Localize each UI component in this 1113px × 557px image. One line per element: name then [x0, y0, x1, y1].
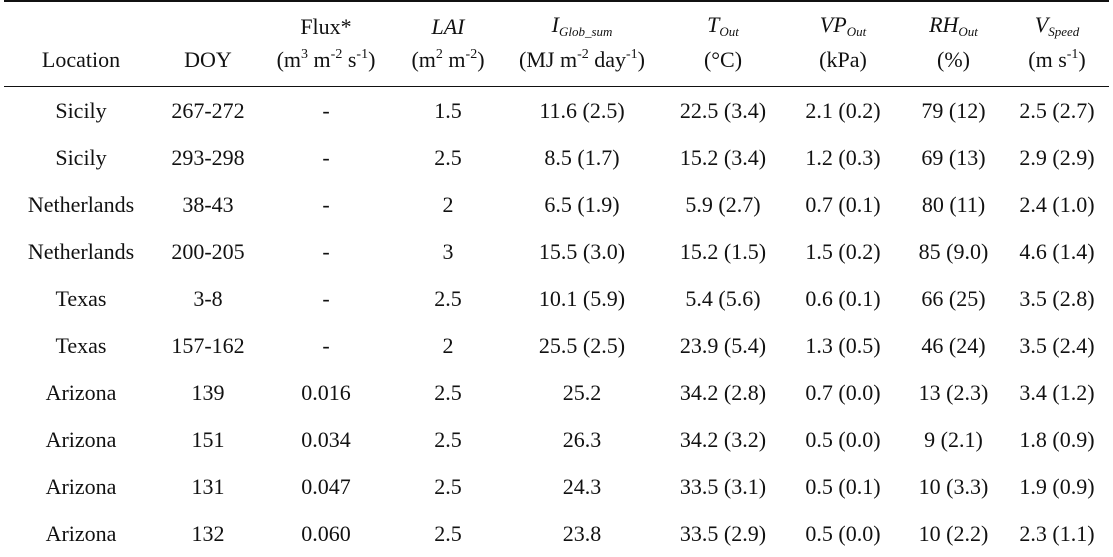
- table-row: [4, 369, 1109, 416]
- tout-sub-text: Out: [719, 24, 739, 39]
- cell-vspeed: 1.9 (0.9): [1005, 463, 1109, 510]
- header-location: Location: [4, 40, 158, 87]
- header-flux-name: [258, 1, 394, 40]
- cell-iglob: 6.5 (1.9): [502, 181, 662, 228]
- cell-vp: 0.5 (0.1): [784, 463, 902, 510]
- header-vspeed-unit: [1005, 40, 1109, 87]
- cell-lai: 2.5: [394, 510, 502, 557]
- cell-vp: 1.5 (0.2): [784, 228, 902, 275]
- flux-unit-part: m: [308, 47, 331, 72]
- cell-doy: 293-298: [158, 134, 258, 181]
- tout-name-text: T: [707, 12, 719, 37]
- iglob-name-text: I: [552, 12, 559, 37]
- cell-flux: 0.016: [258, 369, 394, 416]
- cell-rh: 13 (2.3): [902, 369, 1005, 416]
- cell-iglob: 15.5 (3.0): [502, 228, 662, 275]
- table-header: [4, 1, 1109, 87]
- lai-unit-sup: 2: [436, 47, 443, 62]
- cell-doy: 131: [158, 463, 258, 510]
- lai-unit-part: m: [443, 47, 466, 72]
- table-row: [4, 275, 1109, 322]
- cell-rh: 46 (24): [902, 322, 1005, 369]
- header-doy-blank: [158, 1, 258, 40]
- cell-vp: 1.3 (0.5): [784, 322, 902, 369]
- cell-location: Sicily: [4, 134, 158, 181]
- cell-vspeed: 2.9 (2.9): [1005, 134, 1109, 181]
- iglob-unit-sup: -2: [577, 47, 589, 62]
- cell-vspeed: 3.5 (2.4): [1005, 322, 1109, 369]
- vp-sub-text: Out: [847, 24, 867, 39]
- cell-vp: 0.7 (0.1): [784, 181, 902, 228]
- header-flux-unit: [258, 40, 394, 87]
- cell-doy: 132: [158, 510, 258, 557]
- cell-lai: 2: [394, 181, 502, 228]
- table-row: [4, 228, 1109, 275]
- header-location-blank: [4, 1, 158, 40]
- cell-tout: 15.2 (1.5): [662, 228, 784, 275]
- header-vp-unit: (kPa): [784, 40, 902, 87]
- cell-vp: 0.7 (0.0): [784, 369, 902, 416]
- lai-unit-part: ): [477, 47, 484, 72]
- rh-sub-text: Out: [958, 24, 978, 39]
- header-row-units: [4, 40, 1109, 87]
- header-rh-unit: (%): [902, 40, 1005, 87]
- vspeed-name-text: V: [1035, 12, 1048, 37]
- cell-flux: -: [258, 181, 394, 228]
- cell-iglob: 10.1 (5.9): [502, 275, 662, 322]
- cell-iglob: 11.6 (2.5): [502, 87, 662, 135]
- cell-vp: 0.5 (0.0): [784, 510, 902, 557]
- cell-vspeed: 4.6 (1.4): [1005, 228, 1109, 275]
- header-row-names: [4, 1, 1109, 40]
- header-iglob-unit: [502, 40, 662, 87]
- cell-tout: 22.5 (3.4): [662, 87, 784, 135]
- header-vp-name: [784, 1, 902, 40]
- cell-tout: 33.5 (3.1): [662, 463, 784, 510]
- cell-flux: -: [258, 228, 394, 275]
- cell-tout: 33.5 (2.9): [662, 510, 784, 557]
- cell-flux: -: [258, 275, 394, 322]
- header-rh-name: [902, 1, 1005, 40]
- iglob-unit-part: day: [589, 47, 626, 72]
- cell-iglob: 8.5 (1.7): [502, 134, 662, 181]
- cell-vp: 0.5 (0.0): [784, 416, 902, 463]
- table-row: [4, 510, 1109, 557]
- cell-rh: 10 (3.3): [902, 463, 1005, 510]
- cell-rh: 85 (9.0): [902, 228, 1005, 275]
- cell-location: Netherlands: [4, 181, 158, 228]
- cell-vp: 0.6 (0.1): [784, 275, 902, 322]
- header-iglob-name: [502, 1, 662, 40]
- cell-doy: 157-162: [158, 322, 258, 369]
- lai-unit-part: (m: [411, 47, 435, 72]
- cell-lai: 1.5: [394, 87, 502, 135]
- cell-doy: 151: [158, 416, 258, 463]
- flux-unit-sup: -2: [331, 47, 343, 62]
- header-vspeed-name: [1005, 1, 1109, 40]
- cell-lai: 2.5: [394, 463, 502, 510]
- cell-location: Texas: [4, 322, 158, 369]
- lai-name-text: LAI: [432, 14, 465, 39]
- iglob-unit-part: (MJ m: [519, 47, 577, 72]
- cell-iglob: 24.3: [502, 463, 662, 510]
- lai-unit-sup: -2: [466, 47, 478, 62]
- cell-doy: 267-272: [158, 87, 258, 135]
- cell-location: Texas: [4, 275, 158, 322]
- cell-flux: 0.047: [258, 463, 394, 510]
- cell-vspeed: 2.3 (1.1): [1005, 510, 1109, 557]
- cell-vp: 2.1 (0.2): [784, 87, 902, 135]
- cell-iglob: 26.3: [502, 416, 662, 463]
- flux-unit-part: s: [342, 47, 356, 72]
- cell-flux: -: [258, 134, 394, 181]
- cell-vspeed: 3.4 (1.2): [1005, 369, 1109, 416]
- cell-flux: -: [258, 87, 394, 135]
- cell-flux: -: [258, 322, 394, 369]
- cell-vspeed: 1.8 (0.9): [1005, 416, 1109, 463]
- vp-name-text: VP: [820, 12, 847, 37]
- climate-data-table: [4, 0, 1109, 557]
- table-body: [4, 87, 1109, 557]
- cell-lai: 2.5: [394, 275, 502, 322]
- cell-vp: 1.2 (0.3): [784, 134, 902, 181]
- cell-rh: 80 (11): [902, 181, 1005, 228]
- cell-lai: 2.5: [394, 369, 502, 416]
- rh-name-text: RH: [929, 12, 958, 37]
- iglob-sub-text: Glob_sum: [559, 24, 612, 39]
- table-row: [4, 463, 1109, 510]
- cell-iglob: 23.8: [502, 510, 662, 557]
- cell-doy: 139: [158, 369, 258, 416]
- iglob-unit-sup: -1: [626, 47, 638, 62]
- cell-location: Arizona: [4, 510, 158, 557]
- table-row: [4, 87, 1109, 135]
- header-tout-name: [662, 1, 784, 40]
- cell-iglob: 25.2: [502, 369, 662, 416]
- table-row: [4, 134, 1109, 181]
- cell-vspeed: 3.5 (2.8): [1005, 275, 1109, 322]
- table-row: [4, 181, 1109, 228]
- cell-tout: 34.2 (3.2): [662, 416, 784, 463]
- cell-tout: 5.4 (5.6): [662, 275, 784, 322]
- cell-rh: 66 (25): [902, 275, 1005, 322]
- header-doy: DOY: [158, 40, 258, 87]
- vspeed-unit-part: (m s: [1028, 47, 1067, 72]
- cell-iglob: 25.5 (2.5): [502, 322, 662, 369]
- flux-unit-sup: 3: [301, 47, 308, 62]
- table-row: [4, 322, 1109, 369]
- cell-doy: 3-8: [158, 275, 258, 322]
- flux-name-text: Flux*: [300, 14, 351, 39]
- cell-vspeed: 2.5 (2.7): [1005, 87, 1109, 135]
- cell-flux: 0.060: [258, 510, 394, 557]
- cell-doy: 200-205: [158, 228, 258, 275]
- vspeed-unit-part: ): [1078, 47, 1085, 72]
- vspeed-unit-sup: -1: [1067, 47, 1079, 62]
- header-lai-unit: [394, 40, 502, 87]
- cell-tout: 15.2 (3.4): [662, 134, 784, 181]
- cell-rh: 69 (13): [902, 134, 1005, 181]
- iglob-unit-part: ): [638, 47, 645, 72]
- flux-unit-part: (m: [277, 47, 301, 72]
- cell-flux: 0.034: [258, 416, 394, 463]
- flux-unit-part: ): [368, 47, 375, 72]
- cell-tout: 5.9 (2.7): [662, 181, 784, 228]
- cell-tout: 23.9 (5.4): [662, 322, 784, 369]
- flux-unit-sup: -1: [356, 47, 368, 62]
- cell-location: Arizona: [4, 369, 158, 416]
- vspeed-sub-text: Speed: [1048, 24, 1079, 39]
- table-row: [4, 416, 1109, 463]
- cell-location: Netherlands: [4, 228, 158, 275]
- cell-tout: 34.2 (2.8): [662, 369, 784, 416]
- cell-rh: 10 (2.2): [902, 510, 1005, 557]
- cell-doy: 38-43: [158, 181, 258, 228]
- cell-vspeed: 2.4 (1.0): [1005, 181, 1109, 228]
- cell-lai: 2.5: [394, 134, 502, 181]
- cell-lai: 2.5: [394, 416, 502, 463]
- header-tout-unit: (°C): [662, 40, 784, 87]
- cell-rh: 9 (2.1): [902, 416, 1005, 463]
- cell-lai: 2: [394, 322, 502, 369]
- cell-rh: 79 (12): [902, 87, 1005, 135]
- cell-lai: 3: [394, 228, 502, 275]
- cell-location: Arizona: [4, 416, 158, 463]
- cell-location: Arizona: [4, 463, 158, 510]
- cell-location: Sicily: [4, 87, 158, 135]
- header-lai-name: [394, 1, 502, 40]
